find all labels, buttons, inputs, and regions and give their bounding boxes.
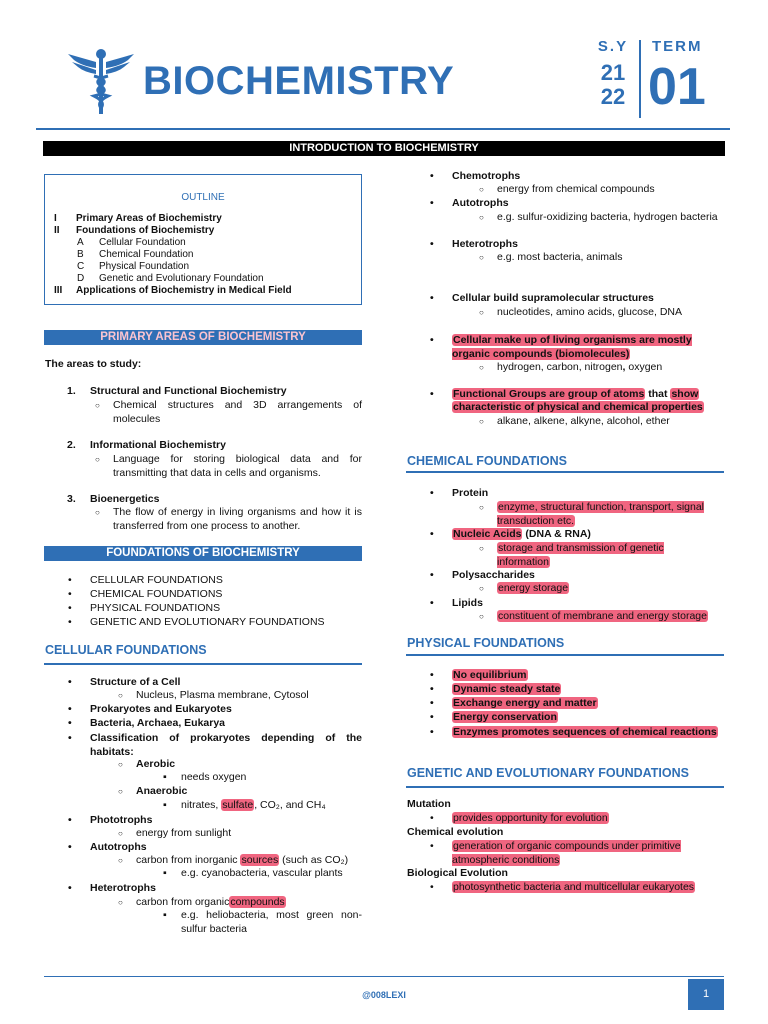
physical-item: • No equilibrium [452,669,528,683]
functional-groups-line2: characteristic of physical and chemical properties [453,401,703,413]
autotrophs-sub: ○ carbon from inorganic sources (such as CO₂) [136,854,348,868]
foundation-item: • PHYSICAL FOUNDATIONS [90,602,220,616]
area-title: Informational Biochemistry [90,439,226,451]
intro-bar: INTRODUCTION TO BIOCHEMISTRY [43,141,725,156]
heterotrophs-sub: ○ carbon from organiccompounds [136,896,286,910]
mutation-sub: • provides opportunity for evolution [452,812,609,826]
outline-item: A Cellular Foundation [77,237,186,248]
outline-title: OUTLINE [181,192,225,203]
physical-item: • Exchange energy and matter [452,697,598,711]
chemical-evolution: Chemical evolution [407,826,504,838]
school-year-label: S.Y [597,38,629,55]
footer-rule [44,976,724,977]
autotrophs-right-sub: ○ e.g. sulfur-oxidizing bacteria, hydrogen bacteria [497,211,723,225]
physical-item: • Dynamic steady state [452,683,561,697]
lipids: • Lipids [452,597,483,611]
caduceus-icon [66,44,136,116]
primary-areas-bar: PRIMARY AREAS OF BIOCHEMISTRY [44,330,362,345]
cellular-rule [44,663,362,665]
term-number: 01 [648,58,706,116]
chemotrophs-sub: ○ energy from chemical compounds [497,183,655,197]
biological-evolution: Biological Evolution [407,867,508,879]
cell-structure: • Structure of a Cell [90,676,180,690]
supramolecular-sub: ○ nucleotides, amino acids, glucose, DNA [497,306,682,320]
cell-structure-sub: ○ Nucleus, Plasma membrane, Cytosol [136,689,309,703]
lipids-sub: ○ constituent of membrane and energy storage [497,610,708,624]
outline-item: III Applications of Biochemistry in Medical Field [54,285,292,296]
heterotrophs-example: ▪ e.g. heliobacteria, most green non-sulfur bacteria [181,909,362,936]
protein: • Protein [452,487,488,501]
aerobic: ○ Aerobic [136,758,175,772]
outline-item: D Genetic and Evolutionary Foundation [77,273,264,284]
polysaccharides-sub: ○ energy storage [497,582,569,596]
functional-groups-sub: ○ alkane, alkene, alkyne, alcohol, ether [497,415,670,429]
chemical-evolution-sub: • generation of organic compounds under primitive atmospheric conditions [452,840,712,867]
physical-item: • Energy conservation [452,711,558,725]
anaerobic: ○ Anaerobic [136,785,187,799]
outline-item: C Physical Foundation [77,261,190,272]
autotrophs-right: • Autotrophs [452,197,509,211]
header-divider [639,40,641,118]
phototrophs: • Phototrophs [90,814,152,828]
supramolecular: • Cellular build supramolecular structures [452,292,654,306]
biological-evolution-sub: • photosynthetic bacteria and multicellular eukaryotes [452,881,695,895]
nucleic-acids: • Nucleic Acids (DNA & RNA) [452,528,591,542]
school-year-start: 21 [600,60,626,85]
areas-intro: The areas to study: [45,358,142,370]
foundation-item: • CHEMICAL FOUNDATIONS [90,588,222,602]
domains: • Bacteria, Archaea, Eukarya [90,717,225,731]
prok-euk: • Prokaryotes and Eukaryotes [90,703,232,717]
foundation-item: • GENETIC AND EVOLUTIONARY FOUNDATIONS [90,616,325,630]
physical-heading: PHYSICAL FOUNDATIONS [407,636,565,650]
outline-item: I Primary Areas of Biochemistry [54,213,222,224]
mutation: Mutation [407,798,451,810]
genetic-rule [406,786,724,788]
area-desc: ○ Language for storing biological data and for transmitting that data in cells and organisms. [113,453,362,480]
chemotrophs: • Chemotrophs [452,170,520,184]
cellular-makeup: • Cellular make up of living organisms are mostly organic compounds (biomolecules) [452,334,717,361]
functional-groups: • Functional Groups are group of atoms that show [452,388,699,402]
outline-item: II Foundations of Biochemistry [54,225,215,236]
polysaccharides: • Polysaccharides [452,569,535,583]
area-title: Bioenergetics [90,493,160,505]
footer-handle: @008LEXI [362,990,406,1000]
autotrophs-example: ▪ e.g. cyanobacteria, vascular plants [181,867,343,881]
cellular-makeup-sub: ○ hydrogen, carbon, nitrogen, oxygen [497,361,662,375]
phototrophs-sub: ○ energy from sunlight [136,827,231,841]
chemical-heading: CHEMICAL FOUNDATIONS [407,454,567,468]
page-number: 1 [688,979,724,1010]
area-desc: ○ The flow of energy in living organisms and how it is transferred from one process to another. [113,506,362,533]
foundation-item: • CELLULAR FOUNDATIONS [90,574,223,588]
autotrophs: • Autotrophs [90,841,147,855]
foundations-bar: FOUNDATIONS OF BIOCHEMISTRY [44,546,362,561]
protein-sub: ○ enzyme, structural function, transport, signal transduction etc. [497,501,723,528]
classification: • Classification of prokaryotes depending of the habitats: [90,732,362,759]
area-number: 2. [67,439,76,451]
school-year-end: 22 [600,84,626,109]
heterotrophs-right: • Heterotrophs [452,238,518,252]
nucleic-acids-sub: ○ storage and transmission of genetic information [497,542,697,569]
document-title: BIOCHEMISTRY [143,59,455,103]
area-desc: ○ Chemical structures and 3D arrangements of molecules [113,399,362,426]
cellular-heading: CELLULAR FOUNDATIONS [45,643,207,657]
area-number: 3. [67,493,76,505]
outline-item: B Chemical Foundation [77,249,194,260]
term-label: TERM [652,38,703,55]
area-number: 1. [67,385,76,397]
aerobic-sub: ▪ needs oxygen [181,771,246,785]
physical-rule [406,654,724,656]
genetic-heading: GENETIC AND EVOLUTIONARY FOUNDATIONS [407,766,689,780]
header-rule [36,128,730,130]
area-title: Structural and Functional Biochemistry [90,385,287,397]
heterotrophs: • Heterotrophs [90,882,156,896]
physical-item-last: • Enzymes promotes sequences of chemical reactions [452,726,723,740]
anaerobic-sub: ▪ nitrates, sulfate, CO₂, and CH₄ [181,799,326,813]
heterotrophs-right-sub: ○ e.g. most bacteria, animals [497,251,622,265]
chemical-rule [406,471,724,473]
